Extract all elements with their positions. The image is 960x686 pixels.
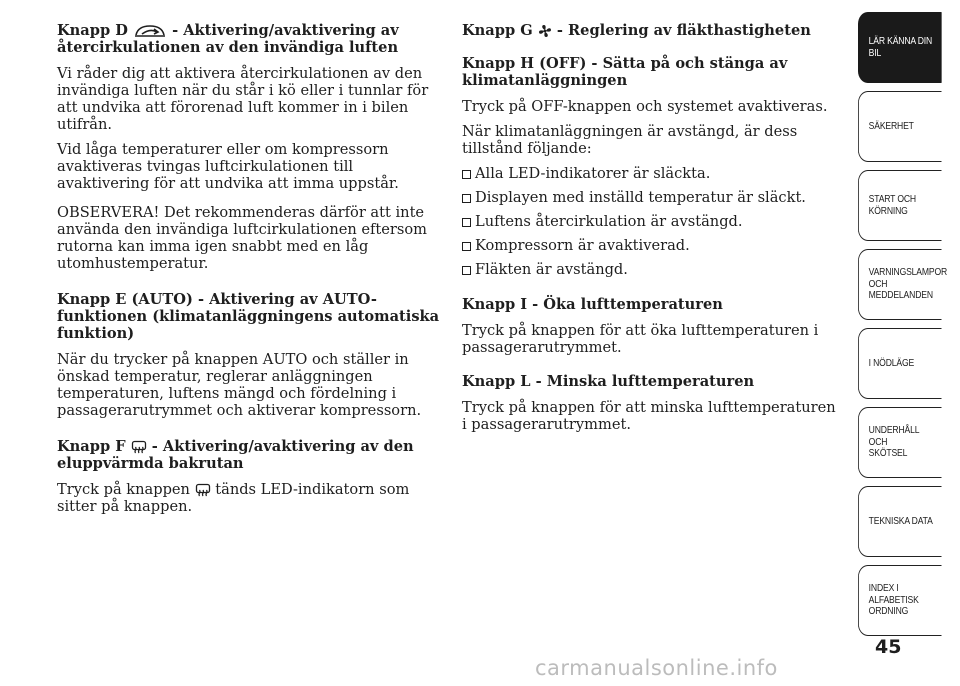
rear-defrost-icon (131, 440, 147, 454)
paragraph-e: När du trycker på knappen AUTO och ställer in önskad temperatur, reglerar anläggningen temperaturen, luftens mängd och fördelning i passagerarutrymmet och aktiverar kompressorn. (57, 351, 422, 419)
paragraph-i: Tryck på knappen för att öka lufttemperaturen i passagerarutrymmet. (462, 322, 819, 356)
heading-knapp-h: Knapp H (OFF) - Sätta på och stänga av klimatanläggningen (462, 55, 788, 89)
tab-index[interactable]: INDEX I ALFABETISK ORDNING (858, 565, 942, 636)
checkbox-bullet-icon (462, 266, 471, 275)
list-item: Alla LED-indikatorer är släckta. (462, 165, 842, 182)
tab-lar-kanna-din-bil[interactable]: LÄR KÄNNA DIN BIL (858, 12, 942, 83)
list-item: Luftens återcirkulation är avstängd. (462, 213, 842, 230)
heading-knapp-l: Knapp L - Minska lufttemperaturen (462, 373, 755, 390)
tab-tekniska-data[interactable]: TEKNISKA DATA (858, 486, 942, 557)
paragraph-d-1: Vi råder dig att aktivera återcirkulationen av den invändiga luften när du står i kö eller i tunnlar för att undvika att förorenad luft kommer in i bilen utifrån. (57, 65, 429, 133)
heading-knapp-e: Knapp E (AUTO) - Aktivering av AUTO-funktionen (klimatanläggningens automatiska funktion) (57, 291, 440, 342)
tab-underhall-och-skotsel[interactable]: UNDERHÅLL OCH SKÖTSEL (858, 407, 942, 478)
off-state-list (462, 165, 842, 278)
list-item: Displayen med inställd temperatur är släckt. (462, 189, 842, 206)
watermark: carmanualsonline.info (535, 656, 778, 680)
rear-defrost-icon (195, 483, 211, 497)
tab-start-och-korning[interactable]: START OCH KÖRNING (858, 170, 942, 241)
page-number: 45 (875, 636, 902, 658)
paragraph-h-2: När klimatanläggningen är avstängd, är dess tillstånd följande: (462, 123, 798, 157)
paragraph-h-1: Tryck på OFF-knappen och systemet avaktiveras. (462, 98, 828, 115)
tab-i-nodlage[interactable]: I NÖDLÄGE (858, 328, 942, 399)
recirculation-icon (133, 24, 167, 38)
heading-knapp-g: Knapp G - Reglering av fläkthastigheten (462, 22, 811, 39)
checkbox-bullet-icon (462, 242, 471, 251)
checkbox-bullet-icon (462, 170, 471, 179)
right-column (462, 22, 842, 441)
left-column (57, 22, 442, 523)
heading-knapp-i: Knapp I - Öka lufttemperaturen (462, 296, 723, 313)
paragraph-f: Tryck på knappen tänds LED-indikatorn som sitter på knappen. (57, 481, 410, 515)
note-paragraph: OBSERVERA! Det rekommenderas därför att inte använda den invändiga luftcirkulationen eftersom rutorna kan imma igen snabbt med en låg utomhustemperatur. (57, 204, 428, 272)
checkbox-bullet-icon (462, 194, 471, 203)
chapter-tabs (858, 12, 960, 644)
paragraph-l: Tryck på knappen för att minska lufttemperaturen i passagerarutrymmet. (462, 399, 836, 433)
tab-sakerhet[interactable]: SÄKERHET (858, 91, 942, 162)
list-item: Kompressorn är avaktiverad. (462, 237, 842, 254)
heading-knapp-f: Knapp F - Aktivering/avaktivering av den eluppvärmda bakrutan (57, 438, 414, 472)
list-item: Fläkten är avstängd. (462, 261, 842, 278)
fan-icon (538, 24, 552, 38)
checkbox-bullet-icon (462, 218, 471, 227)
tab-varningslampor[interactable]: VARNINGSLAMPOR OCH MEDDELANDEN (858, 249, 942, 320)
heading-knapp-d: Knapp D - Aktivering/avaktivering av återcirkulationen av den invändiga luften (57, 22, 399, 56)
paragraph-d-2: Vid låga temperaturer eller om kompressorn avaktiveras tvingas luftcirkulationen till avaktivering för att undvika att imma uppstår. (57, 141, 399, 192)
